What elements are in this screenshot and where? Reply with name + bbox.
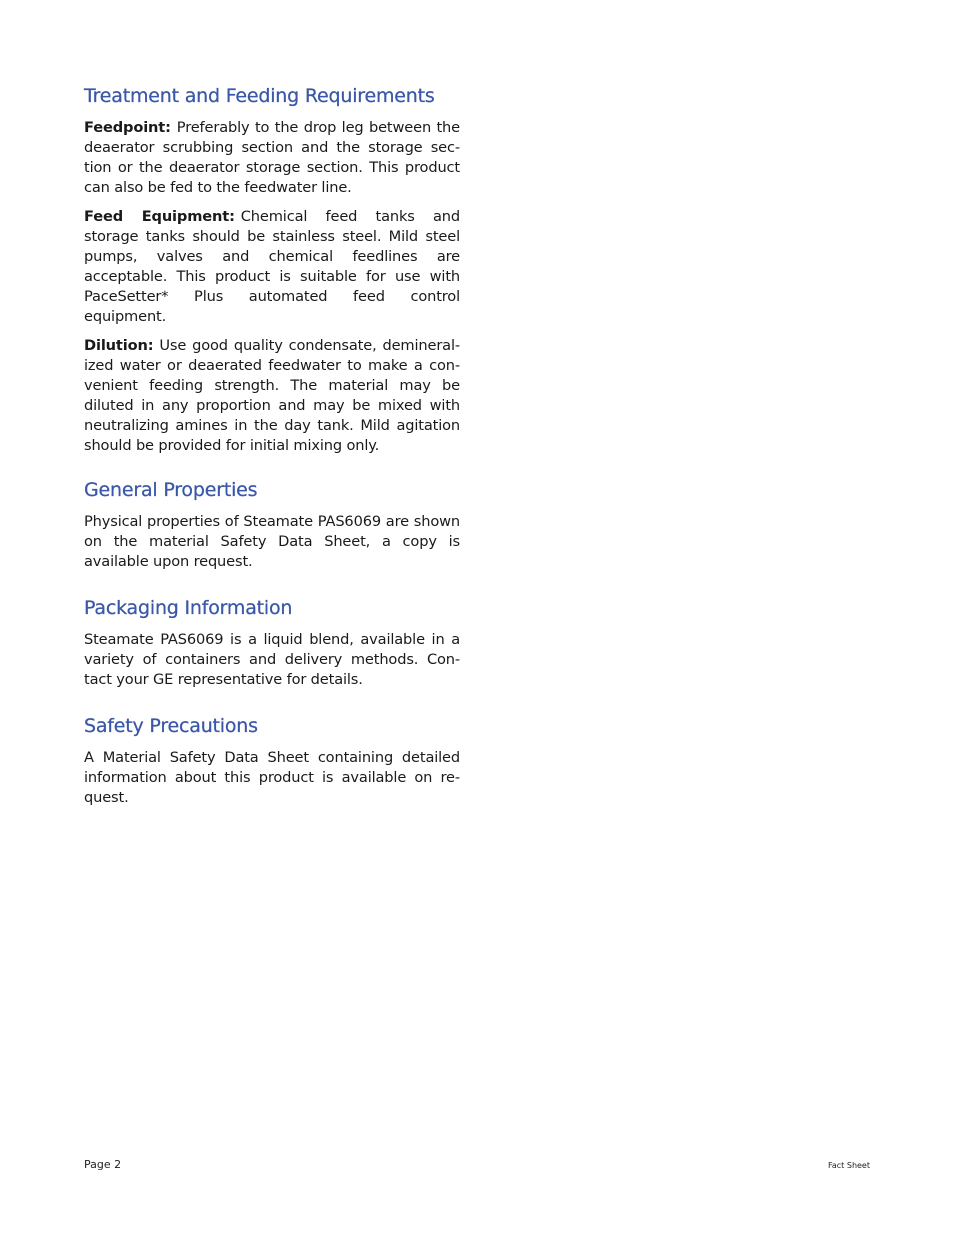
section-heading: Treatment and Feeding Requirements bbox=[84, 85, 435, 107]
general-properties-text: Physical properties of Steamate PAS6069 are shown on the material Safety Data Sheet, a copy is available upon request. bbox=[84, 513, 460, 570]
feed-equipment-label: Feed Equipment: bbox=[84, 208, 235, 225]
section-heading: General Properties bbox=[84, 479, 258, 501]
feed-equipment-paragraph bbox=[84, 207, 460, 327]
section-general-properties bbox=[84, 476, 460, 572]
section-heading: Packaging Information bbox=[84, 597, 293, 619]
dilution-paragraph bbox=[84, 336, 460, 456]
safety-precautions-text: A Material Safety Data Sheet containing detailed information about this product is available on re-quest. bbox=[84, 749, 460, 806]
dilution-label: Dilution: bbox=[84, 337, 154, 354]
feedpoint-label: Feedpoint: bbox=[84, 119, 171, 136]
main-column bbox=[84, 82, 460, 830]
feed-equipment-text: Chemical feed tanks and storage tanks should be stainless steel. Mild steel pumps, valves and chemical feedlines are acceptable. This product is suitable for use with PaceSetter* Plus automated feed control equipment. bbox=[84, 208, 460, 325]
section-packaging-information bbox=[84, 594, 460, 690]
feedpoint-paragraph bbox=[84, 118, 460, 198]
page-number: Page 2 bbox=[84, 1158, 122, 1171]
section-heading: Safety Precautions bbox=[84, 715, 258, 737]
document-type: Fact Sheet bbox=[828, 1161, 870, 1170]
dilution-text: Use good quality condensate, demineral-ized water or deaerated feedwater to make a con-venient feeding strength. The material may be diluted in any proportion and may be mixed with neutralizing amines in the day tank. Mild agitation should be provided for initial mixing only. bbox=[84, 337, 460, 454]
packaging-information-text: Steamate PAS6069 is a liquid blend, available in a variety of containers and delivery methods. Con-tact your GE representative for details. bbox=[84, 631, 460, 688]
feedpoint-text: Preferably to the drop leg between the deaerator scrubbing section and the storage sec-tion or the deaerator storage section. This product can also be fed to the feedwater line. bbox=[84, 119, 460, 196]
section-treatment-feeding bbox=[84, 82, 460, 456]
section-safety-precautions bbox=[84, 712, 460, 808]
